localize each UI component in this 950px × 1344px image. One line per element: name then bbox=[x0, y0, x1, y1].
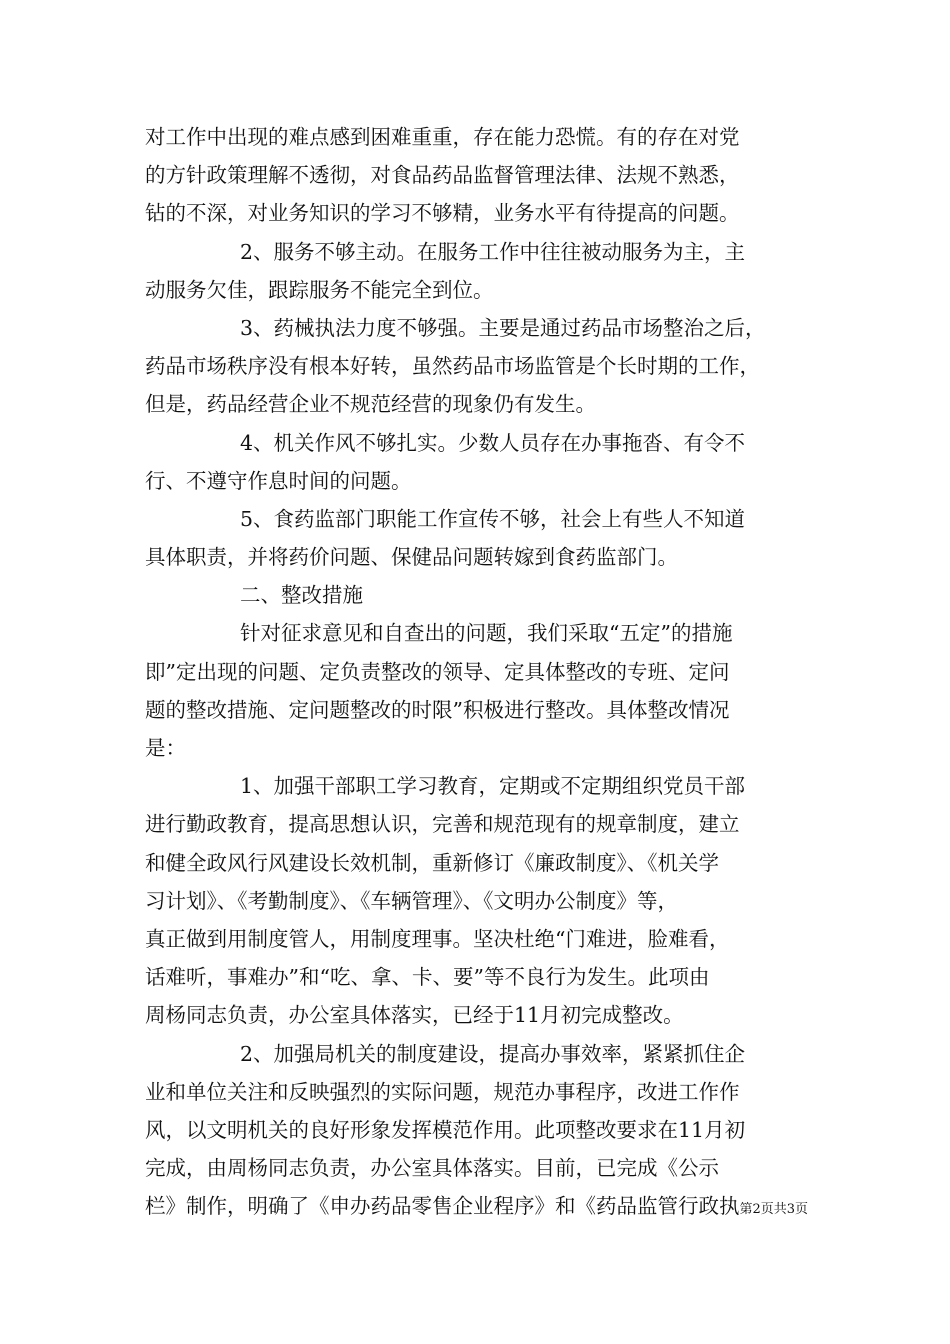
text-line: 但是，药品经营企业不规范经营的现象仍有发生。 bbox=[145, 392, 596, 417]
text-line: 真正做到用制度管人，用制度理事。坚决杜绝“门难进，脸难看， bbox=[145, 926, 730, 951]
text-line: 二、整改措施 bbox=[240, 583, 363, 608]
text-line: 4、机关作风不够扎实。少数人员存在办事拖沓、有令不 bbox=[240, 430, 746, 455]
text-line: 1、加强干部职工学习教育，定期或不定期组织党员干部 bbox=[240, 774, 746, 799]
text-line: 完成，由周杨同志负责，办公室具体落实。目前，已完成《公示 bbox=[145, 1156, 719, 1181]
text-line: 周杨同志负责，办公室具体落实，已经于11月初完成整改。 bbox=[145, 1003, 684, 1028]
text-line: 具体职责，并将药价问题、保健品问题转嫁到食药监部门。 bbox=[145, 545, 678, 570]
text-line: 3、药械执法力度不够强。主要是通过药品市场整治之后， bbox=[240, 315, 766, 340]
text-line: 业和单位关注和反映强烈的实际问题，规范办事程序，改进工作作 bbox=[145, 1079, 740, 1104]
text-line: 即”定出现的问题、定负责整改的领导、定具体整改的专班、定问 bbox=[145, 659, 730, 684]
text-line: 话难听，事难办”和“吃、拿、卡、要”等不良行为发生。此项由 bbox=[145, 965, 710, 990]
text-line: 是： bbox=[145, 736, 186, 760]
text-line: 题的整改措施、定问题整改的时限”积极进行整改。具体整改情况 bbox=[145, 697, 730, 722]
text-line: 习计划》、《考勤制度》、《车辆管理》、《文明办公制度》等， bbox=[145, 888, 678, 913]
text-line: 风，以文明机关的良好形象发挥模范作用。此项整改要求在11月初 bbox=[145, 1117, 746, 1142]
text-line: 药品市场秩序没有根本好转，虽然药品市场监管是个长时期的工作， bbox=[145, 354, 760, 379]
text-line: 进行勤政教育，提高思想认识，完善和规范现有的规章制度，建立 bbox=[145, 812, 740, 837]
text-line: 动服务欠佳，跟踪服务不能完全到位。 bbox=[145, 277, 494, 302]
text-line: 栏》制作，明确了《申办药品零售企业程序》和《药品监管行政执 bbox=[145, 1194, 740, 1219]
text-line: 的方针政策理解不透彻，对食品药品监督管理法律、法规不熟悉， bbox=[145, 163, 740, 188]
text-line: 2、服务不够主动。在服务工作中往往被动服务为主，主 bbox=[240, 239, 746, 264]
text-line: 对工作中出现的难点感到困难重重，存在能力恐慌。有的存在对党 bbox=[145, 125, 740, 149]
text-line: 钻的不深，对业务知识的学习不够精，业务水平有待提高的问题。 bbox=[145, 201, 740, 226]
document-body bbox=[145, 118, 807, 1225]
page-number: 第2页共3页 bbox=[739, 1202, 808, 1217]
text-line: 行、不遵守作息时间的问题。 bbox=[145, 468, 412, 493]
text-line: 针对征求意见和自查出的问题，我们采取“五定”的措施 bbox=[240, 621, 733, 646]
text-line: 2、加强局机关的制度建设，提高办事效率，紧紧抓住企 bbox=[240, 1041, 746, 1066]
text-line: 5、食药监部门职能工作宣传不够，社会上有些人不知道 bbox=[240, 506, 746, 531]
text-line: 和健全政风行风建设长效机制，重新修订《廉政制度》、《机关学 bbox=[145, 850, 719, 875]
